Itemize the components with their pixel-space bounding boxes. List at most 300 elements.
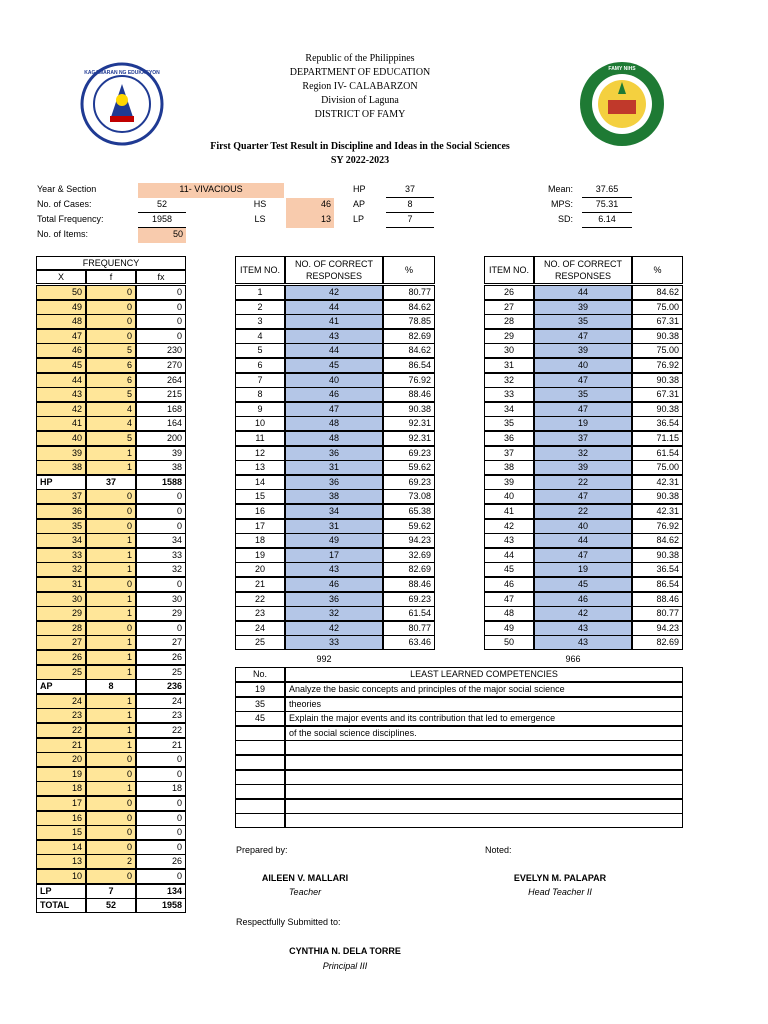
frequency-fx-cell: 0 — [136, 840, 186, 855]
frequency-x-cell: 40 — [36, 431, 86, 446]
llc-competency: of the social science disciplines. — [285, 726, 683, 741]
frequency-fx-cell: 215 — [136, 387, 186, 402]
ls-value: 13 — [286, 213, 334, 228]
header-line-2: DEPARTMENT OF EDUCATION — [289, 67, 431, 78]
llc-competency — [285, 813, 683, 828]
frequency-fx-cell: 230 — [136, 343, 186, 358]
frequency-fx-cell: 0 — [136, 519, 186, 534]
item-percent-cell: 84.62 — [632, 533, 683, 548]
frequency-x-cell: 31 — [36, 577, 86, 592]
item-correct-cell: 42 — [285, 621, 383, 636]
frequency-f-cell: 1 — [86, 635, 136, 650]
frequency-x-cell: 23 — [36, 708, 86, 723]
item-percent-cell: 86.54 — [383, 358, 435, 373]
llc-item-no — [235, 770, 285, 785]
frequency-x-cell: 34 — [36, 533, 86, 548]
frequency-f-cell: 0 — [86, 869, 136, 884]
header-line-5: DISTRICT OF FAMY — [314, 109, 406, 120]
item-percent-cell: 88.46 — [383, 387, 435, 402]
prepared-label: Prepared by: — [236, 845, 288, 855]
frequency-fx-cell: 0 — [136, 869, 186, 884]
frequency-x-cell: 43 — [36, 387, 86, 402]
item-number-cell: 26 — [484, 285, 534, 300]
frequency-fx-cell: 26 — [136, 650, 186, 665]
left-item-no-header: ITEM NO. — [235, 256, 285, 284]
item-correct-cell: 40 — [534, 358, 632, 373]
frequency-f-cell: 6 — [86, 373, 136, 388]
frequency-f-cell: 0 — [86, 329, 136, 344]
frequency-f-cell: 5 — [86, 387, 136, 402]
frequency-summary-fx: 134 — [136, 884, 186, 899]
item-percent-cell: 71.15 — [632, 431, 683, 446]
llc-competency: theories — [285, 697, 683, 712]
frequency-f-cell: 0 — [86, 489, 136, 504]
llc-competency — [285, 784, 683, 799]
item-percent-cell: 63.46 — [383, 635, 435, 650]
frequency-f-cell: 6 — [86, 358, 136, 373]
item-correct-cell: 47 — [534, 402, 632, 417]
frequency-fx-cell: 21 — [136, 738, 186, 753]
frequency-title: FREQUENCY — [36, 256, 186, 270]
frequency-x-cell: 39 — [36, 446, 86, 461]
frequency-x-cell: 46 — [36, 343, 86, 358]
frequency-x-cell: 25 — [36, 665, 86, 680]
item-number-cell: 41 — [484, 504, 534, 519]
prepared-name: AILEEN V. MALLARI — [261, 873, 349, 883]
mean-label: Mean: — [547, 184, 573, 194]
item-number-cell: 30 — [484, 343, 534, 358]
deped-seal-text: KAGAWARAN NG EDUKASYON — [84, 70, 160, 76]
frequency-x-cell: 21 — [36, 738, 86, 753]
right-correct-header: NO. OF CORRECT RESPONSES — [534, 256, 632, 284]
frequency-x-cell: 18 — [36, 781, 86, 796]
frequency-x-cell: 28 — [36, 621, 86, 636]
frequency-summary-fx: 1588 — [136, 475, 186, 490]
frequency-fx-cell: 0 — [136, 504, 186, 519]
item-correct-cell: 36 — [285, 446, 383, 461]
item-number-cell: 17 — [235, 519, 285, 534]
item-percent-cell: 65.38 — [383, 504, 435, 519]
frequency-summary-f: 37 — [86, 475, 136, 490]
frequency-x-cell: 27 — [36, 635, 86, 650]
frequency-fx-cell: 0 — [136, 300, 186, 315]
submitted-label: Respectfully Submitted to: — [236, 917, 341, 927]
frequency-fx-cell: 0 — [136, 577, 186, 592]
frequency-fx-cell: 168 — [136, 402, 186, 417]
frequency-x-cell: 41 — [36, 416, 86, 431]
item-correct-cell: 42 — [534, 606, 632, 621]
item-percent-cell: 69.23 — [383, 446, 435, 461]
item-correct-cell: 43 — [285, 329, 383, 344]
frequency-f-cell: 4 — [86, 402, 136, 417]
item-percent-cell: 80.77 — [383, 285, 435, 300]
llc-competency: Analyze the basic concepts and principles of the major social science — [285, 682, 683, 697]
frequency-f-cell: 1 — [86, 738, 136, 753]
item-percent-cell: 90.38 — [383, 402, 435, 417]
frequency-f-cell: 0 — [86, 752, 136, 767]
mps-value: 75.31 — [582, 198, 632, 213]
item-percent-cell: 84.62 — [383, 300, 435, 315]
item-correct-cell: 39 — [534, 460, 632, 475]
right-percent-header: % — [632, 256, 683, 284]
frequency-f-cell: 0 — [86, 796, 136, 811]
item-number-cell: 47 — [484, 592, 534, 607]
item-percent-cell: 80.77 — [632, 606, 683, 621]
item-correct-cell: 37 — [534, 431, 632, 446]
frequency-x-cell: 30 — [36, 592, 86, 607]
item-number-cell: 29 — [484, 329, 534, 344]
llc-item-no: 19 — [235, 682, 285, 697]
header-line-3: Region IV- CALABARZON — [302, 81, 418, 92]
item-number-cell: 46 — [484, 577, 534, 592]
item-number-cell: 18 — [235, 533, 285, 548]
item-number-cell: 43 — [484, 533, 534, 548]
noted-name: EVELYN M. PALAPAR — [513, 873, 607, 883]
frequency-x-cell: 20 — [36, 752, 86, 767]
hs-value: 46 — [286, 198, 334, 213]
ap-value: 8 — [386, 198, 434, 213]
deped-seal — [80, 62, 164, 146]
item-number-cell: 20 — [235, 562, 285, 577]
item-number-cell: 9 — [235, 402, 285, 417]
item-number-cell: 5 — [235, 343, 285, 358]
frequency-x-cell: 36 — [36, 504, 86, 519]
item-correct-cell: 31 — [285, 519, 383, 534]
hp-value: 37 — [386, 183, 434, 198]
item-percent-cell: 61.54 — [632, 446, 683, 461]
item-percent-cell: 86.54 — [632, 577, 683, 592]
items-label: No. of Items: — [37, 229, 89, 239]
item-percent-cell: 76.92 — [632, 519, 683, 534]
item-percent-cell: 94.23 — [383, 533, 435, 548]
item-percent-cell: 69.23 — [383, 475, 435, 490]
frequency-f-cell: 1 — [86, 446, 136, 461]
item-correct-cell: 48 — [285, 431, 383, 446]
frequency-f-cell: 1 — [86, 460, 136, 475]
frequency-x-cell: 44 — [36, 373, 86, 388]
frequency-summary-f: 52 — [86, 898, 136, 913]
frequency-x-cell: 47 — [36, 329, 86, 344]
frequency-fx-cell: 22 — [136, 723, 186, 738]
item-number-cell: 22 — [235, 592, 285, 607]
item-correct-cell: 47 — [534, 489, 632, 504]
ap-label: AP — [353, 199, 366, 209]
right-total: 966 — [565, 654, 581, 664]
item-percent-cell: 84.62 — [632, 285, 683, 300]
frequency-summary-label: TOTAL — [36, 898, 86, 913]
deped-seal-icon — [80, 62, 164, 146]
item-number-cell: 42 — [484, 519, 534, 534]
school-year: SY 2022-2023 — [330, 155, 390, 166]
item-correct-cell: 22 — [534, 504, 632, 519]
frequency-fx-cell: 0 — [136, 314, 186, 329]
item-percent-cell: 73.08 — [383, 489, 435, 504]
item-percent-cell: 88.46 — [632, 592, 683, 607]
item-number-cell: 32 — [484, 373, 534, 388]
llc-competency — [285, 799, 683, 814]
frequency-f-cell: 0 — [86, 577, 136, 592]
item-number-cell: 48 — [484, 606, 534, 621]
item-correct-cell: 45 — [534, 577, 632, 592]
item-correct-cell: 40 — [534, 519, 632, 534]
item-percent-cell: 82.69 — [632, 635, 683, 650]
frequency-x-cell: 48 — [36, 314, 86, 329]
item-correct-cell: 36 — [285, 475, 383, 490]
item-number-cell: 33 — [484, 387, 534, 402]
frequency-f-cell: 1 — [86, 708, 136, 723]
frequency-f-cell: 5 — [86, 343, 136, 358]
item-percent-cell: 36.54 — [632, 416, 683, 431]
item-correct-cell: 39 — [534, 343, 632, 358]
frequency-header-x: X — [36, 270, 86, 284]
frequency-x-cell: 22 — [36, 723, 86, 738]
frequency-fx-cell: 264 — [136, 373, 186, 388]
header-line-4: Division of Laguna — [321, 95, 399, 106]
frequency-fx-cell: 200 — [136, 431, 186, 446]
frequency-fx-cell: 39 — [136, 446, 186, 461]
item-correct-cell: 42 — [285, 285, 383, 300]
item-correct-cell: 31 — [285, 460, 383, 475]
item-percent-cell: 59.62 — [383, 460, 435, 475]
item-percent-cell: 78.85 — [383, 314, 435, 329]
item-correct-cell: 44 — [534, 533, 632, 548]
item-percent-cell: 80.77 — [383, 621, 435, 636]
llc-item-no — [235, 813, 285, 828]
frequency-x-cell: 15 — [36, 825, 86, 840]
year-section-label: Year & Section — [37, 184, 97, 194]
frequency-x-cell: 26 — [36, 650, 86, 665]
item-percent-cell: 92.31 — [383, 416, 435, 431]
frequency-fx-cell: 0 — [136, 752, 186, 767]
item-percent-cell: 90.38 — [632, 329, 683, 344]
frequency-f-cell: 1 — [86, 650, 136, 665]
frequency-x-cell: 42 — [36, 402, 86, 417]
frequency-fx-cell: 32 — [136, 562, 186, 577]
frequency-fx-cell: 24 — [136, 694, 186, 709]
lp-value: 7 — [386, 213, 434, 228]
item-number-cell: 15 — [235, 489, 285, 504]
item-correct-cell: 35 — [534, 314, 632, 329]
frequency-x-cell: 24 — [36, 694, 86, 709]
frequency-fx-cell: 0 — [136, 329, 186, 344]
item-correct-cell: 34 — [285, 504, 383, 519]
frequency-fx-cell: 26 — [136, 854, 186, 869]
item-number-cell: 14 — [235, 475, 285, 490]
item-percent-cell: 92.31 — [383, 431, 435, 446]
llc-item-no: 45 — [235, 711, 285, 726]
right-item-no-header: ITEM NO. — [484, 256, 534, 284]
item-number-cell: 23 — [235, 606, 285, 621]
item-number-cell: 44 — [484, 548, 534, 563]
item-number-cell: 49 — [484, 621, 534, 636]
llc-competency: Explain the major events and its contribution that led to emergence — [285, 711, 683, 726]
frequency-fx-cell: 29 — [136, 606, 186, 621]
item-correct-cell: 35 — [534, 387, 632, 402]
item-correct-cell: 43 — [534, 635, 632, 650]
item-correct-cell: 47 — [534, 548, 632, 563]
item-correct-cell: 47 — [534, 373, 632, 388]
frequency-f-cell: 0 — [86, 621, 136, 636]
item-percent-cell: 67.31 — [632, 387, 683, 402]
school-seal-text: FAMY NIHS — [608, 66, 636, 72]
frequency-f-cell: 5 — [86, 431, 136, 446]
item-percent-cell: 90.38 — [632, 489, 683, 504]
item-correct-cell: 46 — [534, 592, 632, 607]
frequency-summary-f: 7 — [86, 884, 136, 899]
llc-competency — [285, 755, 683, 770]
item-correct-cell: 33 — [285, 635, 383, 650]
item-number-cell: 16 — [235, 504, 285, 519]
frequency-x-cell: 35 — [36, 519, 86, 534]
frequency-fx-cell: 27 — [136, 635, 186, 650]
item-number-cell: 28 — [484, 314, 534, 329]
item-correct-cell: 39 — [534, 300, 632, 315]
frequency-x-cell: 10 — [36, 869, 86, 884]
item-correct-cell: 32 — [534, 446, 632, 461]
frequency-x-cell: 19 — [36, 767, 86, 782]
frequency-f-cell: 0 — [86, 519, 136, 534]
item-number-cell: 8 — [235, 387, 285, 402]
item-correct-cell: 46 — [285, 577, 383, 592]
cases-value: 52 — [138, 198, 186, 213]
frequency-fx-cell: 18 — [136, 781, 186, 796]
frequency-fx-cell: 23 — [136, 708, 186, 723]
llc-item-no: 35 — [235, 697, 285, 712]
item-number-cell: 12 — [235, 446, 285, 461]
item-correct-cell: 47 — [534, 329, 632, 344]
frequency-summary-fx: 236 — [136, 679, 186, 694]
item-number-cell: 2 — [235, 300, 285, 315]
item-percent-cell: 90.38 — [632, 402, 683, 417]
frequency-fx-cell: 0 — [136, 621, 186, 636]
noted-label: Noted: — [485, 845, 512, 855]
frequency-header-f: f — [86, 270, 136, 284]
item-number-cell: 45 — [484, 562, 534, 577]
item-percent-cell: 61.54 — [383, 606, 435, 621]
frequency-f-cell: 0 — [86, 504, 136, 519]
item-number-cell: 31 — [484, 358, 534, 373]
items-value: 50 — [138, 228, 186, 243]
item-percent-cell: 32.69 — [383, 548, 435, 563]
item-number-cell: 34 — [484, 402, 534, 417]
frequency-fx-cell: 0 — [136, 767, 186, 782]
item-number-cell: 4 — [235, 329, 285, 344]
item-percent-cell: 84.62 — [383, 343, 435, 358]
frequency-header-fx: fx — [136, 270, 186, 284]
item-correct-cell: 49 — [285, 533, 383, 548]
item-number-cell: 38 — [484, 460, 534, 475]
frequency-x-cell: 32 — [36, 562, 86, 577]
frequency-f-cell: 0 — [86, 840, 136, 855]
frequency-x-cell: 13 — [36, 854, 86, 869]
total-frequency-label: Total Frequency: — [37, 214, 104, 224]
report-title: First Quarter Test Result in Discipline and Ideas in the Social Sciences — [210, 141, 510, 152]
llc-item-no — [235, 755, 285, 770]
frequency-fx-cell: 0 — [136, 489, 186, 504]
frequency-x-cell: 16 — [36, 811, 86, 826]
frequency-f-cell: 1 — [86, 548, 136, 563]
item-number-cell: 24 — [235, 621, 285, 636]
item-correct-cell: 47 — [285, 402, 383, 417]
frequency-x-cell: 49 — [36, 300, 86, 315]
item-percent-cell: 42.31 — [632, 475, 683, 490]
item-number-cell: 35 — [484, 416, 534, 431]
frequency-x-cell: 38 — [36, 460, 86, 475]
frequency-summary-label: LP — [36, 884, 86, 899]
item-number-cell: 25 — [235, 635, 285, 650]
item-percent-cell: 82.69 — [383, 562, 435, 577]
item-correct-cell: 43 — [285, 562, 383, 577]
llc-item-no — [235, 784, 285, 799]
item-correct-cell: 44 — [285, 300, 383, 315]
prepared-role: Teacher — [288, 887, 322, 897]
item-number-cell: 7 — [235, 373, 285, 388]
item-percent-cell: 69.23 — [383, 592, 435, 607]
cases-label: No. of Cases: — [37, 199, 92, 209]
frequency-x-cell: 14 — [36, 840, 86, 855]
frequency-fx-cell: 25 — [136, 665, 186, 680]
item-correct-cell: 36 — [285, 592, 383, 607]
item-number-cell: 36 — [484, 431, 534, 446]
frequency-f-cell: 0 — [86, 285, 136, 300]
year-section-value: 11- VIVACIOUS — [138, 183, 284, 198]
sd-value: 6.14 — [582, 213, 632, 228]
item-number-cell: 39 — [484, 475, 534, 490]
item-correct-cell: 43 — [534, 621, 632, 636]
frequency-f-cell: 1 — [86, 562, 136, 577]
item-number-cell: 19 — [235, 548, 285, 563]
frequency-f-cell: 0 — [86, 811, 136, 826]
item-correct-cell: 38 — [285, 489, 383, 504]
frequency-f-cell: 1 — [86, 723, 136, 738]
item-number-cell: 13 — [235, 460, 285, 475]
item-correct-cell: 48 — [285, 416, 383, 431]
frequency-x-cell: 33 — [36, 548, 86, 563]
frequency-f-cell: 0 — [86, 300, 136, 315]
item-percent-cell: 75.00 — [632, 460, 683, 475]
item-percent-cell: 36.54 — [632, 562, 683, 577]
frequency-fx-cell: 0 — [136, 285, 186, 300]
frequency-f-cell: 1 — [86, 781, 136, 796]
frequency-fx-cell: 34 — [136, 533, 186, 548]
item-correct-cell: 17 — [285, 548, 383, 563]
item-number-cell: 40 — [484, 489, 534, 504]
frequency-x-cell: 50 — [36, 285, 86, 300]
item-number-cell: 3 — [235, 314, 285, 329]
frequency-summary-label: HP — [36, 475, 86, 490]
item-correct-cell: 46 — [285, 387, 383, 402]
frequency-fx-cell: 0 — [136, 811, 186, 826]
item-percent-cell: 75.00 — [632, 300, 683, 315]
item-correct-cell: 22 — [534, 475, 632, 490]
llc-item-no — [235, 726, 285, 741]
item-correct-cell: 19 — [534, 562, 632, 577]
frequency-x-cell: 29 — [36, 606, 86, 621]
item-correct-cell: 45 — [285, 358, 383, 373]
left-correct-header: NO. OF CORRECT RESPONSES — [285, 256, 383, 284]
item-percent-cell: 90.38 — [632, 373, 683, 388]
item-percent-cell: 76.92 — [632, 358, 683, 373]
mean-value: 37.65 — [582, 183, 632, 198]
noted-role: Head Teacher II — [528, 887, 592, 897]
left-percent-header: % — [383, 256, 435, 284]
item-percent-cell: 88.46 — [383, 577, 435, 592]
llc-competency — [285, 770, 683, 785]
frequency-f-cell: 4 — [86, 416, 136, 431]
item-correct-cell: 44 — [534, 285, 632, 300]
mps-label: MPS: — [550, 199, 573, 209]
frequency-f-cell: 0 — [86, 767, 136, 782]
